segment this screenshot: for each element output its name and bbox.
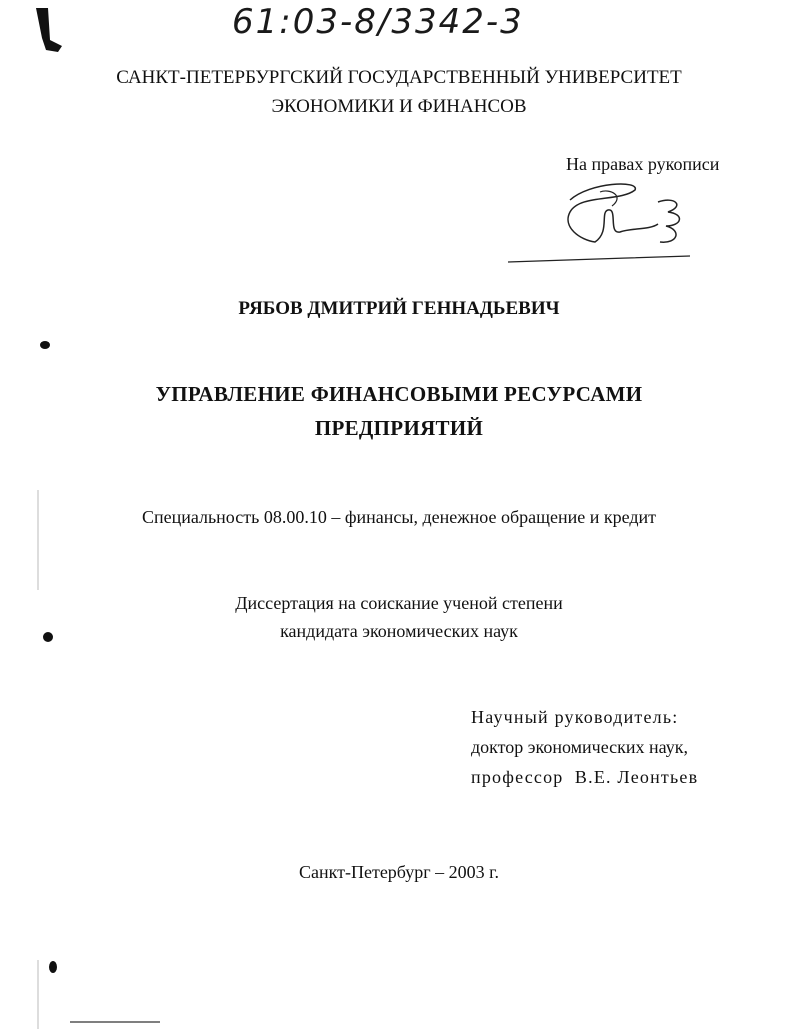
scan-dot bbox=[49, 961, 57, 973]
dissertation-line-1: Диссертация на соискание ученой степени bbox=[235, 593, 563, 613]
university-line-2: ЭКОНОМИКИ И ФИНАНСОВ bbox=[271, 96, 527, 117]
dissertation-line-2: кандидата экономических наук bbox=[280, 621, 518, 641]
signature-stroke bbox=[658, 200, 679, 242]
title-line-1: УПРАВЛЕНИЕ ФИНАНСОВЫМИ РЕСУРСАМИ bbox=[155, 382, 643, 406]
specialty: Специальность 08.00.10 – финансы, денежное обращение и кредит bbox=[141, 507, 657, 527]
author-name: РЯБОВ ДМИТРИЙ ГЕННАДЬЕВИЧ bbox=[238, 298, 560, 319]
scan-edge-mark bbox=[36, 8, 62, 52]
university-line-1: САНКТ-ПЕТЕРБУРГСКИЙ ГОСУДАРСТВЕННЫЙ УНИВЕРСИТЕТ bbox=[116, 67, 682, 88]
city-year: Санкт-Петербург – 2003 г. bbox=[298, 862, 500, 882]
archive-number: 61:03-8/3342-3 bbox=[232, 2, 524, 42]
signature-line bbox=[508, 256, 690, 262]
manuscript-note: На правах рукописи bbox=[566, 154, 720, 174]
supervisor-label: Научный руководитель: bbox=[471, 707, 679, 727]
supervisor-name: профессор В.Е. Леонтьев bbox=[471, 767, 699, 787]
signature bbox=[500, 172, 700, 267]
title-line-2: ПРЕДПРИЯТИЙ bbox=[314, 416, 484, 440]
supervisor-degree: доктор экономических наук, bbox=[471, 737, 688, 757]
scan-dot bbox=[40, 341, 50, 349]
